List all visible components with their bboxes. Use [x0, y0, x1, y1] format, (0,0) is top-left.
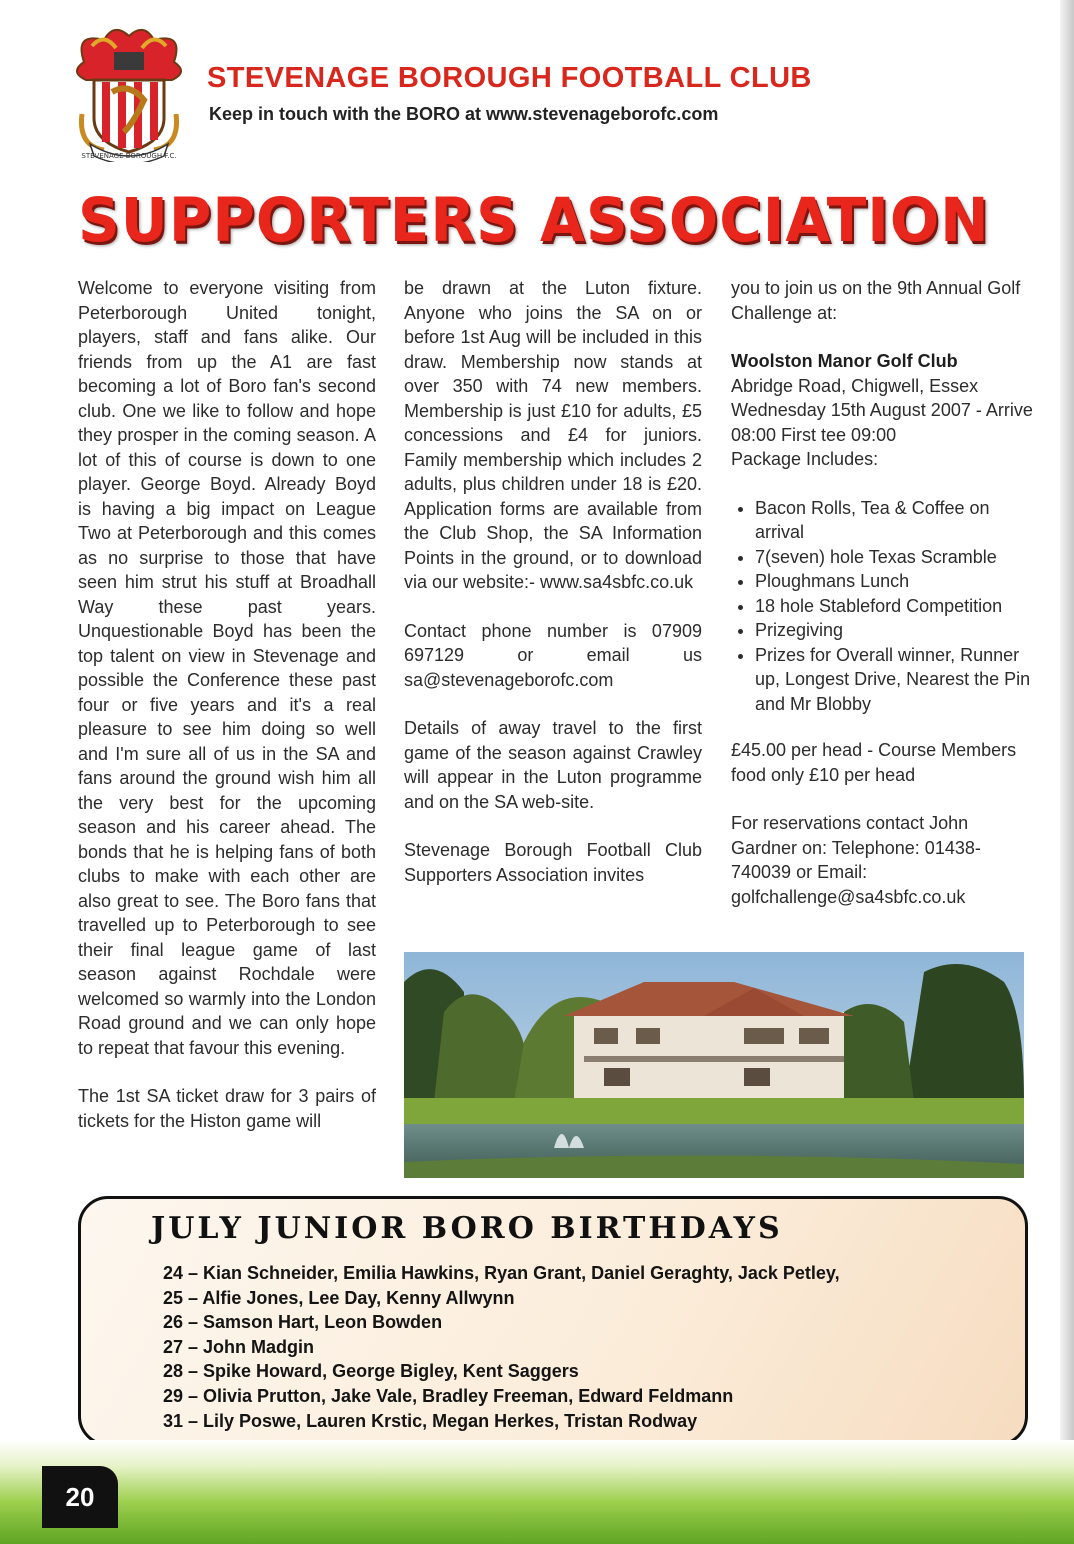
birthdays-list	[163, 1261, 840, 1433]
list-item: • Prizes for Overall winner, Runner up, Longest Drive, Nearest the Pin and Mr Blobby	[755, 643, 1033, 717]
article-column-2	[404, 276, 702, 911]
venue-address: Abridge Road, Chigwell, Essex	[731, 375, 979, 396]
contact-info: Contact phone number is 07909 697129 or email us sa@stevenageborofc.com	[404, 620, 702, 690]
list-item: 26 – Samson Hart, Leon Bowden	[163, 1312, 443, 1333]
golf-intro: you to join us on the 9th Annual Golf Challenge at:	[731, 278, 1021, 323]
birthdays-panel	[78, 1196, 1028, 1446]
list-item: 24 – Kian Schneider, Emilia Hawkins, Ryan Grant, Daniel Geraghty, Jack Petley,	[163, 1263, 840, 1283]
list-item: • 7(seven) hole Texas Scramble	[755, 545, 1033, 570]
column2-paragraph: be drawn at the Luton fixture. Anyone who joins the SA on or before 1st Aug will be included in this draw. Membership now stands at over 350 with 74 new members. Membership is just £10 for adults, £5 concessions and £4 for juniors. Family membership which includes 2 adults, plus children under 18 is £20. Application forms are available from the Club Shop, the SA Information Points in the ground, or to download via our website:- www.sa4sbfc.co.uk	[404, 278, 702, 592]
venue-name: Woolston Manor Golf Club	[731, 351, 958, 371]
list-item: • Bacon Rolls, Tea & Coffee on arrival	[755, 496, 1033, 545]
column1-paragraph: The 1st SA ticket draw for 3 pairs of tickets for the Histon game will	[78, 1086, 376, 1131]
list-item: 28 – Spike Howard, George Bigley, Kent Saggers	[163, 1361, 579, 1382]
crest-text: STEVENAGE BOROUGH F.C.	[81, 152, 177, 160]
reservations-info: For reservations contact John Gardner on: Telephone: 01438-740039 or Email: golfchallenge@sa4sbfc.co.uk	[731, 813, 981, 907]
column2-paragraph: Stevenage Borough Football Club Supporters Association invites	[404, 840, 702, 885]
column1-paragraph: Welcome to everyone visiting from Peterborough United tonight, players, staff and fans alike. Our friends from up the A1 are fast becoming a lot of Boro fan's second club. One we like to follow and hope they prosper in the coming season. A lot of this of course is down to one player. George Boyd. Already Boyd is having a big impact on League Two at Peterborough and this comes as no surprise to those that have seen him strut his stuff at Broadhall Way these past years. Unquestionable Boyd has been the top talent on view in Stevenage and possible the Conference these past four or five years and it's a real pleasure to see him doing so well and I'm sure all of us in the SA and fans around the ground wish him all the very best for the upcoming season and his career ahead. The bonds that he is helping fans of both clubs to make with each other are also great to see. The Boro fans that travelled up to Peterborough to see their final league game of last season against Rochdale were welcomed so warmly into the London Road ground and we can only hope to repeat that favour this evening.	[78, 278, 376, 1058]
list-item: 31 – Lily Poswe, Lauren Krstic, Megan Herkes, Tristan Rodway	[163, 1410, 698, 1431]
list-item: • 18 hole Stableford Competition	[755, 594, 1033, 619]
page-title: SUPPORTERS ASSOCIATION	[78, 184, 990, 256]
list-item: • Ploughmans Lunch	[755, 569, 1033, 594]
birthdays-title: JULY JUNIOR BORO BIRTHDAYS	[151, 1211, 783, 1246]
club-crest-logo	[64, 22, 194, 162]
package-list	[731, 496, 1033, 717]
list-item: 27 – John Madgin	[163, 1336, 315, 1357]
column2-paragraph: Details of away travel to the first game of the season against Crawley will appear in the Luton programme and on the SA web-site.	[404, 718, 702, 812]
event-date: Wednesday 15th August 2007 - Arrive 08:00 First tee 09:00	[731, 400, 1033, 445]
list-item: 29 – Olivia Prutton, Jake Vale, Bradley Freeman, Edward Feldmann	[163, 1385, 734, 1406]
article-column-3	[731, 276, 1033, 933]
article-column-1	[78, 276, 376, 1157]
golf-club-photo	[404, 952, 1024, 1178]
price-info: £45.00 per head - Course Members food only £10 per head	[731, 740, 1017, 785]
list-item: • Prizegiving	[755, 618, 1033, 643]
page-edge	[1060, 0, 1074, 1544]
list-item: 25 – Alfie Jones, Lee Day, Kenny Allwynn	[163, 1287, 515, 1308]
package-label: Package Includes:	[731, 449, 879, 469]
club-name: STEVENAGE BOROUGH FOOTBALL CLUB	[207, 62, 812, 94]
grass-footer	[0, 1440, 1074, 1544]
page-number: 20	[42, 1466, 118, 1528]
club-tagline: Keep in touch with the BORO at www.stevenageborofc.com	[209, 104, 719, 124]
